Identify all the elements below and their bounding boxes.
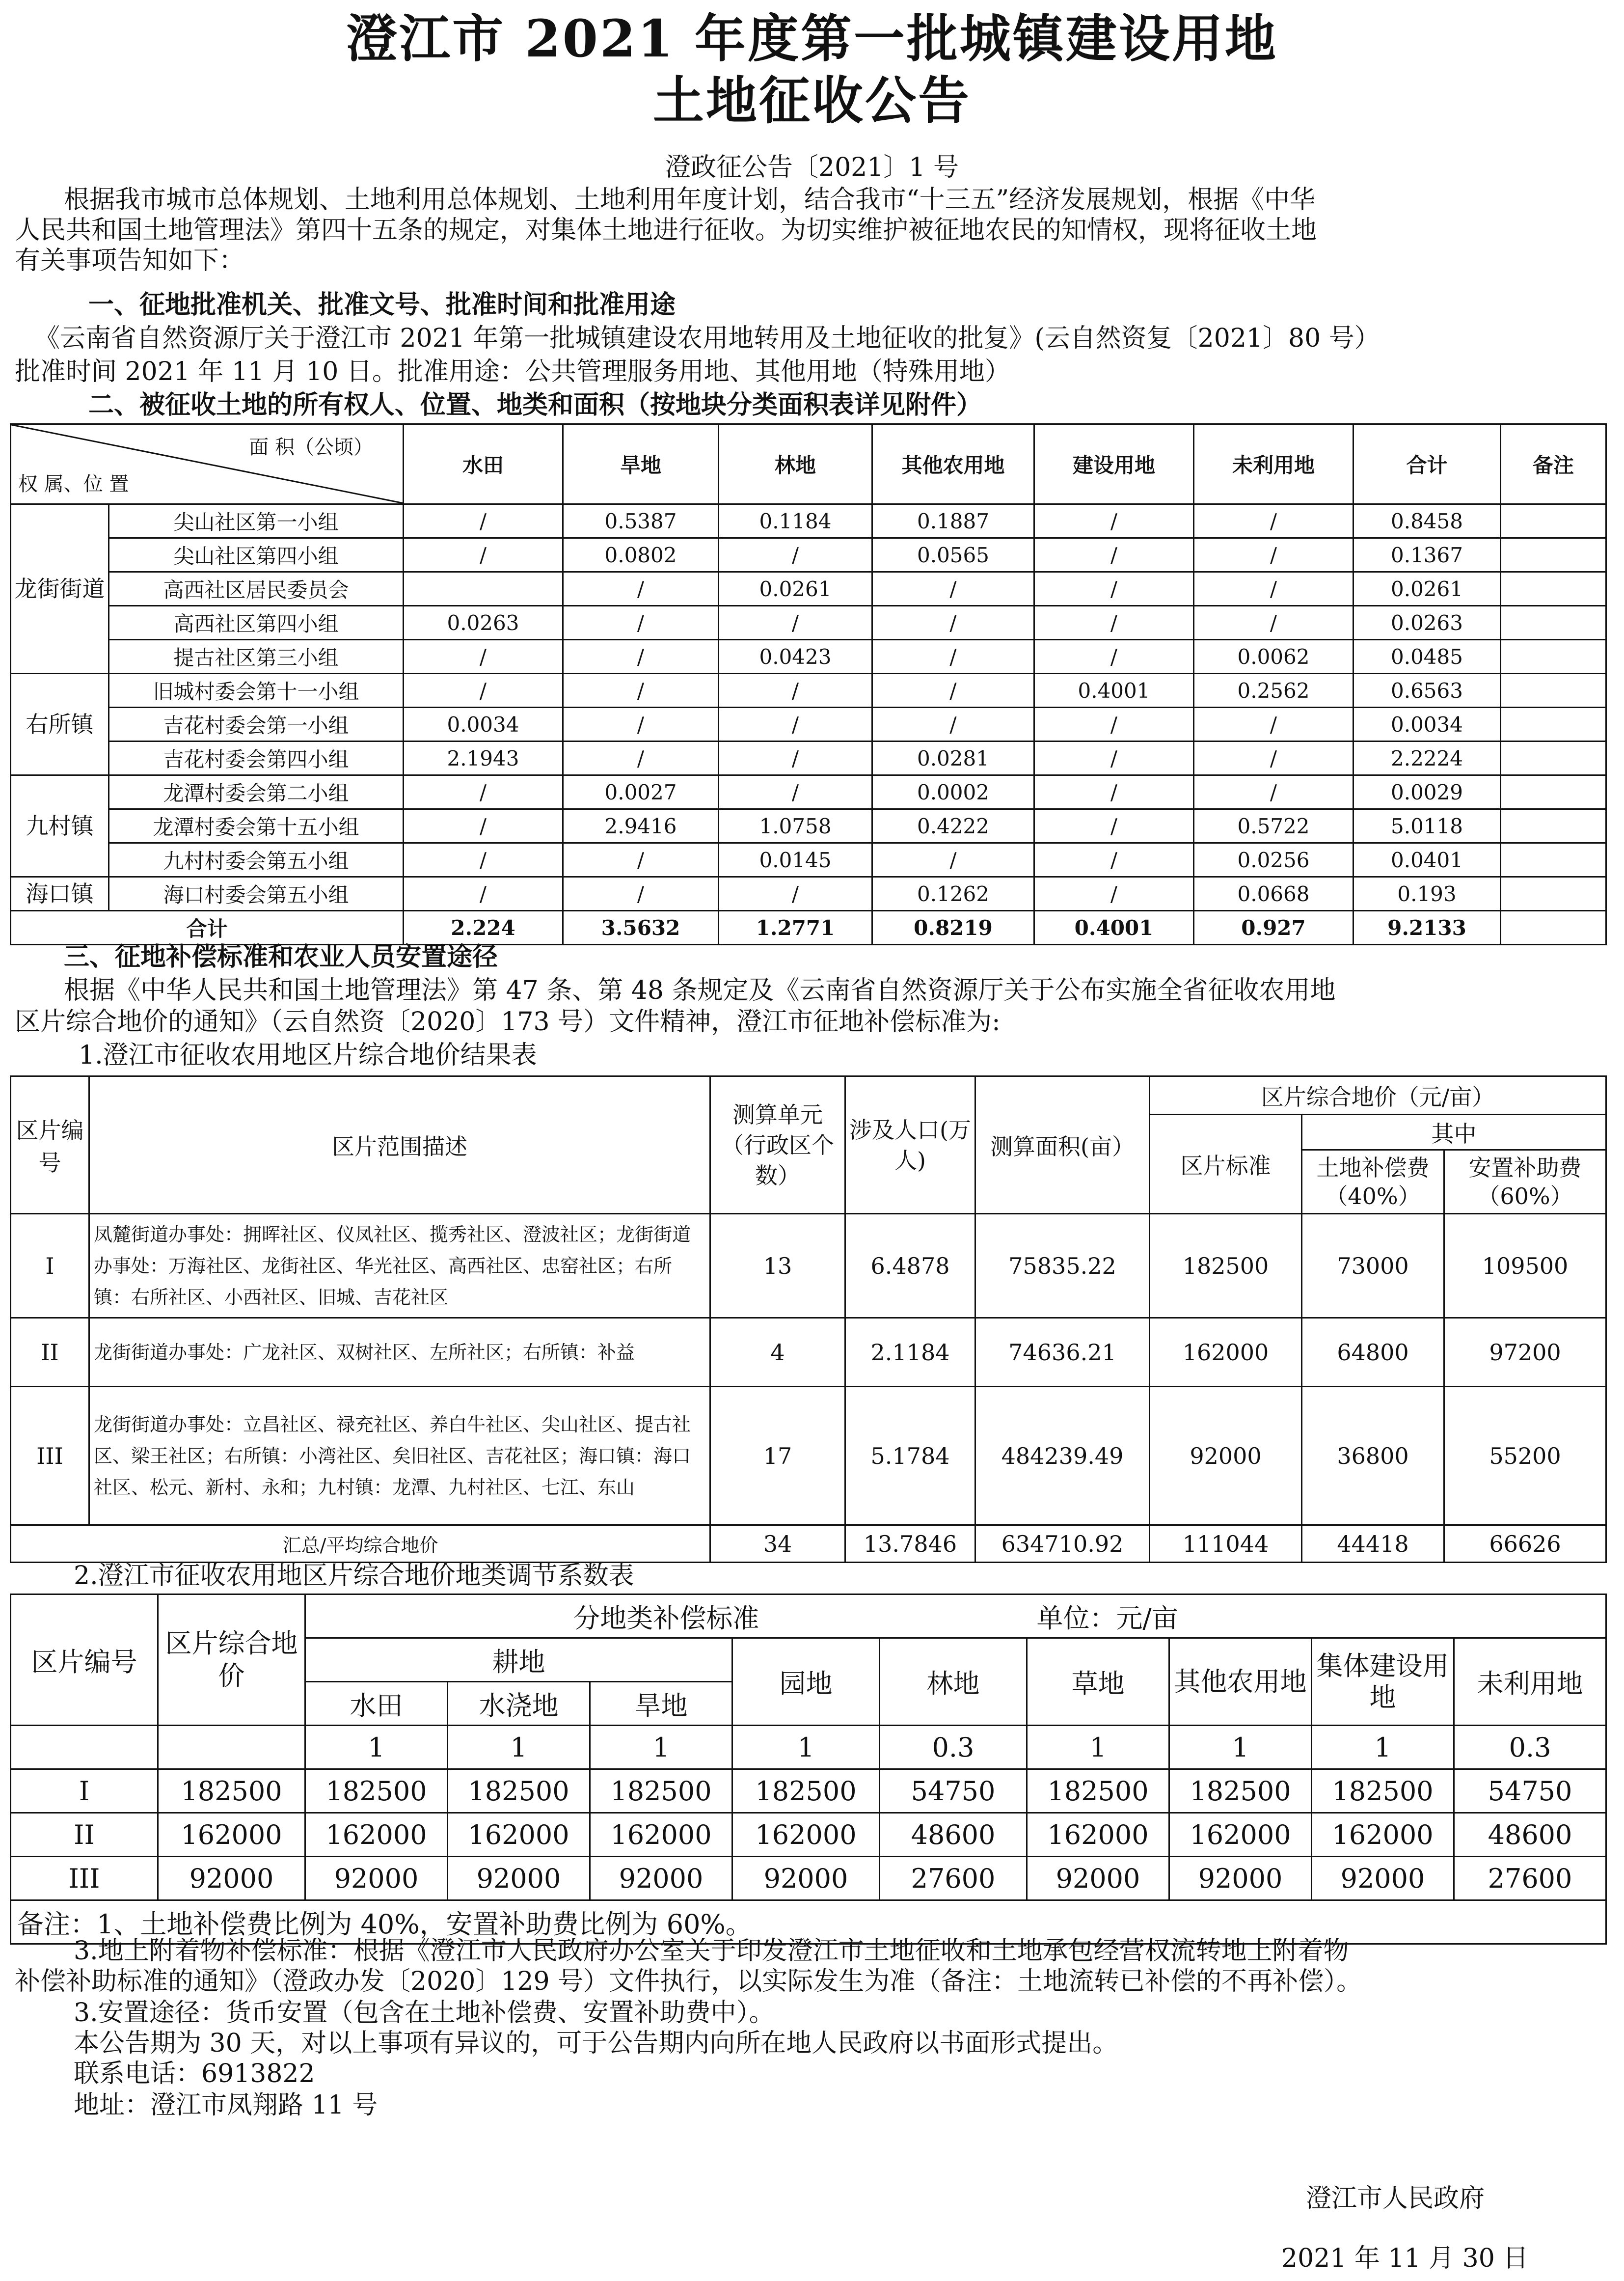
price-cell: 48600 (1454, 1813, 1606, 1857)
price-cell: 92000 (1169, 1857, 1312, 1900)
summary-std: 111044 (1150, 1525, 1302, 1563)
h-zone: 区片编号 (11, 1076, 89, 1214)
blank-cell (11, 1726, 158, 1769)
area-cell: 0.5387 (563, 504, 719, 538)
parcel-row (11, 775, 1606, 809)
price-cell: 182500 (590, 1769, 732, 1813)
township-cell: 海口镇 (11, 877, 109, 911)
area-cell: / (719, 606, 872, 640)
area-cell (1501, 674, 1606, 708)
coef-cell: 1 (732, 1726, 880, 1769)
area-cell: 0.0263 (1353, 606, 1501, 640)
area-cell: 0.0034 (404, 708, 563, 742)
h-unit: 单位：元/亩 (1027, 1594, 1606, 1638)
parcel-row (11, 640, 1606, 674)
col-header: 其他农用地 (872, 424, 1034, 504)
type-header: 园地 (732, 1638, 880, 1726)
area-cell: 0.0281 (872, 742, 1034, 775)
type-header: 水浇地 (448, 1682, 590, 1726)
table2-caption: 2.澄江市征收农用地区片综合地价地类调节系数表 (74, 1561, 634, 1591)
price-cell: 182500 (1312, 1769, 1454, 1813)
area-cell: / (1034, 877, 1194, 911)
area-cell: 0.193 (1353, 877, 1501, 911)
zone-land: 36800 (1302, 1387, 1444, 1525)
price-cell: 162000 (448, 1813, 590, 1857)
area-cell: / (1034, 809, 1194, 843)
area-cell: / (1034, 708, 1194, 742)
area-cell: / (404, 877, 563, 911)
summary-area: 634710.92 (975, 1525, 1150, 1563)
zone-units: 17 (710, 1387, 845, 1525)
place-cell: 提古社区第三小组 (109, 640, 404, 674)
area-cell: 0.4001 (1034, 674, 1194, 708)
area-cell (1501, 843, 1606, 877)
place-cell: 吉花村委会第一小组 (109, 708, 404, 742)
area-cell: 5.0118 (1353, 809, 1501, 843)
price-cell: 182500 (1169, 1769, 1312, 1813)
area-cell: 0.0027 (563, 775, 719, 809)
area-cell: / (563, 572, 719, 606)
area-cell (1501, 708, 1606, 742)
corner-top-label: 面 积（公顷） (249, 436, 373, 459)
col-header: 备注 (1501, 424, 1606, 504)
area-cell: 0.0261 (1353, 572, 1501, 606)
h-resettle: 安置补助费（60%） (1444, 1150, 1606, 1214)
area-cell: / (1034, 538, 1194, 572)
area-cell: / (404, 775, 563, 809)
price-cell: 182500 (448, 1769, 590, 1813)
parcel-row (11, 538, 1606, 572)
area-cell: / (719, 877, 872, 911)
document-number: 澄政征公告〔2021〕1 号 (665, 153, 959, 182)
zone-resettle: 97200 (1444, 1318, 1606, 1387)
area-cell (1501, 877, 1606, 911)
price-cell: 92000 (590, 1857, 732, 1900)
area-cell: 0.0485 (1353, 640, 1501, 674)
coefficient-row (11, 1857, 1606, 1900)
area-cell: / (1194, 708, 1353, 742)
area-cell (1501, 504, 1606, 538)
type-header: 旱地 (590, 1682, 732, 1726)
price-cell: 182500 (732, 1769, 880, 1813)
total-label: 合计 (11, 911, 404, 945)
area-cell: / (404, 809, 563, 843)
price-cell: 182500 (158, 1769, 305, 1813)
total-cell: 0.4001 (1034, 911, 1194, 945)
area-cell: / (1034, 504, 1194, 538)
area-cell: / (872, 708, 1034, 742)
coefficient-row (11, 1769, 1606, 1813)
resettlement-line: 3.安置途径：货币安置（包含在土地补偿费、安置补助费中）。 (74, 1998, 775, 2028)
area-cell (1501, 640, 1606, 674)
h-zone-price: 区片综合地价 (158, 1594, 305, 1726)
place-cell: 龙潭村委会第二小组 (109, 775, 404, 809)
area-cell: / (1194, 606, 1353, 640)
signature-org: 澄江市人民政府 (1306, 2184, 1485, 2213)
area-cell: / (1034, 742, 1194, 775)
parcel-row (11, 708, 1606, 742)
area-cell: 0.1184 (719, 504, 872, 538)
area-cell: 0.6563 (1353, 674, 1501, 708)
area-cell: 0.0034 (1353, 708, 1501, 742)
zone-desc: 龙街街道办事处：广龙社区、双树社区、左所社区；右所镇：补益 (89, 1318, 710, 1387)
place-cell: 九村村委会第五小组 (109, 843, 404, 877)
zone-std: 162000 (1150, 1318, 1302, 1387)
price-cell: 27600 (880, 1857, 1027, 1900)
h-zone: 区片编号 (11, 1594, 158, 1726)
price-cell: 92000 (448, 1857, 590, 1900)
price-cell: 182500 (1027, 1769, 1169, 1813)
h-price: 区片综合地价（元/亩） (1150, 1076, 1606, 1115)
area-cell: / (563, 742, 719, 775)
area-cell: 2.2224 (1353, 742, 1501, 775)
price-cell: 162000 (1027, 1813, 1169, 1857)
area-cell: 0.0668 (1194, 877, 1353, 911)
area-cell (1501, 775, 1606, 809)
table1-caption: 1.澄江市征收农用地区片综合地价结果表 (79, 1041, 537, 1070)
zone-pop: 6.4878 (845, 1214, 975, 1318)
h-area: 测算面积(亩） (975, 1076, 1150, 1214)
zone-land: 64800 (1302, 1318, 1444, 1387)
section3-heading: 三、征地补偿标准和农业人员安置途径 (64, 942, 498, 972)
area-cell: / (872, 606, 1034, 640)
parcel-row (11, 606, 1606, 640)
area-cell (1501, 572, 1606, 606)
area-cell: / (719, 674, 872, 708)
area-cell: / (719, 538, 872, 572)
h-pop: 涉及人口(万人) (845, 1076, 975, 1214)
intro-line-1: 根据我市城市总体规划、土地利用总体规划、土地利用年度计划，结合我市“十三五”经济发展规划，根据《中华 (64, 185, 1316, 215)
zone-area: 74636.21 (975, 1318, 1150, 1387)
price-cell: 162000 (1169, 1813, 1312, 1857)
price-cell: 162000 (590, 1813, 732, 1857)
price-cell: 162000 (1312, 1813, 1454, 1857)
township-cell: 右所镇 (11, 674, 109, 775)
area-cell: / (404, 843, 563, 877)
area-cell: / (1194, 538, 1353, 572)
h-standard: 分地类补偿标准 (305, 1594, 1027, 1638)
area-cell: / (1034, 640, 1194, 674)
col-header: 建设用地 (1034, 424, 1194, 504)
section2-heading: 二、被征收土地的所有权人、位置、地类和面积（按地块分类面积表详见附件） (88, 390, 982, 420)
area-cell: / (1034, 572, 1194, 606)
place-cell: 吉花村委会第四小组 (109, 742, 404, 775)
area-cell: 0.1887 (872, 504, 1034, 538)
coef-cell: 0.3 (880, 1726, 1027, 1769)
coef-cell: 1 (1312, 1726, 1454, 1769)
area-cell: / (872, 572, 1034, 606)
coefficient-row (11, 1813, 1606, 1857)
parcel-row (11, 877, 1606, 911)
summary-units: 34 (710, 1525, 845, 1563)
h-arable: 耕地 (305, 1638, 732, 1682)
place-cell: 龙潭村委会第十五小组 (109, 809, 404, 843)
parcel-row (11, 843, 1606, 877)
place-cell: 尖山社区第一小组 (109, 504, 404, 538)
total-cell: 0.8219 (872, 911, 1034, 945)
area-cell: 2.9416 (563, 809, 719, 843)
area-cell: / (404, 674, 563, 708)
price-cell: 162000 (732, 1813, 880, 1857)
coef-cell: 1 (448, 1726, 590, 1769)
area-cell: / (563, 877, 719, 911)
area-cell: 0.1262 (872, 877, 1034, 911)
area-cell (1501, 538, 1606, 572)
section3-line-2: 区片综合地价的通知》（云自然资〔2020〕173 号）文件精神，澄江市征地补偿标准为: (15, 1007, 1001, 1037)
zone-units: 4 (710, 1318, 845, 1387)
h-unit: 测算单元（行政区个数） (710, 1076, 845, 1214)
area-cell: 0.0802 (563, 538, 719, 572)
area-cell: / (872, 640, 1034, 674)
type-header: 集体建设用地 (1312, 1638, 1454, 1726)
zone-std: 92000 (1150, 1387, 1302, 1525)
area-cell: 0.0261 (719, 572, 872, 606)
summary-label: 汇总/平均综合地价 (11, 1525, 710, 1563)
price-cell: 162000 (305, 1813, 448, 1857)
price-cell: 92000 (1312, 1857, 1454, 1900)
total-cell: 3.5632 (563, 911, 719, 945)
area-cell (1501, 742, 1606, 775)
area-cell: / (404, 504, 563, 538)
total-cell: 9.2133 (1353, 911, 1501, 945)
area-cell: 0.0565 (872, 538, 1034, 572)
h-std: 区片标准 (1150, 1115, 1302, 1214)
phone-line: 联系电话：6913822 (74, 2059, 315, 2089)
area-cell: / (872, 674, 1034, 708)
area-cell: / (719, 708, 872, 742)
total-cell: 1.2771 (719, 911, 872, 945)
zone-id: II (11, 1318, 89, 1387)
area-cell (404, 572, 563, 606)
parcel-row (11, 572, 1606, 606)
zone-id: II (11, 1813, 158, 1857)
corner-bottom-label: 权 属、位 置 (18, 473, 129, 495)
area-cell: 0.0263 (404, 606, 563, 640)
zone-std: 182500 (1150, 1214, 1302, 1318)
area-cell: 0.5722 (1194, 809, 1353, 843)
zone-price-table (10, 1075, 1607, 1563)
summary-resettle: 66626 (1444, 1525, 1606, 1563)
section1-line-2: 批准时间 2021 年 11 月 10 日。批准用途：公共管理服务用地、其他用地（特殊用地） (15, 357, 1010, 386)
place-cell: 高西社区第四小组 (109, 606, 404, 640)
area-cell: 0.0256 (1194, 843, 1353, 877)
h-among: 其中 (1302, 1115, 1606, 1150)
attachments-line-1: 3.地上附着物补偿标准：根据《澄江市人民政府办公室关于印发澄江市土地征收和土地承包经营权流转地上附着物 (74, 1936, 1349, 1966)
area-cell: 1.0758 (719, 809, 872, 843)
area-cell: / (404, 538, 563, 572)
place-cell: 海口村委会第五小组 (109, 877, 404, 911)
total-cell: 0.927 (1194, 911, 1353, 945)
coef-cell: 1 (1169, 1726, 1312, 1769)
area-cell: / (1194, 504, 1353, 538)
type-header: 其他农用地 (1169, 1638, 1312, 1726)
parcel-row (11, 742, 1606, 775)
zone-units: 13 (710, 1214, 845, 1318)
area-cell: / (1194, 775, 1353, 809)
intro-line-3: 有关事项告知如下： (15, 246, 245, 275)
coef-cell: 0.3 (1454, 1726, 1606, 1769)
h-desc: 区片范围描述 (89, 1076, 710, 1214)
area-cell: / (872, 843, 1034, 877)
area-cell: / (719, 742, 872, 775)
price-cell: 92000 (305, 1857, 448, 1900)
type-header: 未利用地 (1454, 1638, 1606, 1726)
area-cell: 0.8458 (1353, 504, 1501, 538)
zone-id: III (11, 1387, 89, 1525)
attachments-line-2: 补偿补助标准的通知》（澄政办发〔2020〕129 号）文件执行，以实际发生为准（备注：土地流转已补偿的不再补偿）。 (15, 1967, 1362, 1996)
table2-note: 备注：1、土地补偿费比例为 40%，安置补助费比例为 60%。 (11, 1900, 1606, 1944)
area-cell: / (563, 674, 719, 708)
area-cell: / (404, 640, 563, 674)
summary-land: 44418 (1302, 1525, 1444, 1563)
zone-desc: 凤麓街道办事处：拥晖社区、仪凤社区、揽秀社区、澄波社区；龙街街道办事处：万海社区、龙街社区、华光社区、高西社区、忠窑社区；右所镇：右所社区、小西社区、旧城、吉花社区 (89, 1214, 710, 1318)
area-cell: 0.0423 (719, 640, 872, 674)
place-cell: 旧城村委会第十一小组 (109, 674, 404, 708)
land-area-table (10, 423, 1607, 945)
area-cell: / (1034, 606, 1194, 640)
parcel-row (11, 809, 1606, 843)
zone-pop: 5.1784 (845, 1387, 975, 1525)
zone-pop: 2.1184 (845, 1318, 975, 1387)
blank-cell (158, 1726, 305, 1769)
area-cell: 0.0401 (1353, 843, 1501, 877)
col-header: 旱地 (563, 424, 719, 504)
area-cell: 0.1367 (1353, 538, 1501, 572)
summary-pop: 13.7846 (845, 1525, 975, 1563)
type-header: 林地 (880, 1638, 1027, 1726)
col-header: 未利用地 (1194, 424, 1353, 504)
area-cell: / (1194, 572, 1353, 606)
area-cell: / (1034, 775, 1194, 809)
coef-cell: 1 (305, 1726, 448, 1769)
intro-line-2: 人民共和国土地管理法》第四十五条的规定，对集体土地进行征收。为切实维护被征地农民的知情权，现将征收土地 (15, 216, 1317, 245)
price-cell: 27600 (1454, 1857, 1606, 1900)
price-cell: 92000 (732, 1857, 880, 1900)
notice-line: 本公告期为 30 天，对以上事项有异议的，可于公告期内向所在地人民政府以书面形式提出。 (74, 2029, 1118, 2058)
area-cell: 0.0029 (1353, 775, 1501, 809)
area-cell: 0.0062 (1194, 640, 1353, 674)
coef-cell: 1 (590, 1726, 732, 1769)
price-cell: 92000 (1027, 1857, 1169, 1900)
area-cell: 2.1943 (404, 742, 563, 775)
section3-line-1: 根据《中华人民共和国土地管理法》第 47 条、第 48 条规定及《云南省自然资源厅关于公布实施全省征收农用地 (64, 976, 1336, 1005)
price-cell: 92000 (158, 1857, 305, 1900)
title-line-1: 澄江市 2021 年度第一批城镇建设用地 (346, 8, 1278, 69)
zone-id: I (11, 1214, 89, 1318)
zone-desc: 龙街街道办事处：立昌社区、禄充社区、养白牛社区、尖山社区、提古社区、梁王社区；右所镇：小湾社区、矣旧社区、吉花社区；海口镇：海口社区、松元、新村、永和；九村镇：龙潭、九村社区、七江、东山 (89, 1387, 710, 1525)
col-header: 水田 (404, 424, 563, 504)
township-cell: 九村镇 (11, 775, 109, 877)
price-cell: 182500 (305, 1769, 448, 1813)
zone-resettle: 109500 (1444, 1214, 1606, 1318)
area-cell: / (563, 606, 719, 640)
price-cell: 162000 (158, 1813, 305, 1857)
area-cell: / (563, 640, 719, 674)
price-cell: 54750 (880, 1769, 1027, 1813)
area-cell: / (563, 843, 719, 877)
zone-land: 73000 (1302, 1214, 1444, 1318)
col-header: 合计 (1353, 424, 1501, 504)
total-cell (1501, 911, 1606, 945)
section1-heading: 一、征地批准机关、批准文号、批准时间和批准用途 (88, 290, 676, 320)
price-cell: 54750 (1454, 1769, 1606, 1813)
area-cell: 0.2562 (1194, 674, 1353, 708)
title-line-2: 土地征收公告 (652, 70, 971, 131)
address-line: 地址：澄江市凤翔路 11 号 (74, 2090, 378, 2120)
type-header: 草地 (1027, 1638, 1169, 1726)
signature-date: 2021 年 11 月 30 日 (1281, 2244, 1529, 2273)
table-corner-cell (11, 424, 404, 504)
place-cell: 高西社区居民委员会 (109, 572, 404, 606)
zone-area: 484239.49 (975, 1387, 1150, 1525)
coef-cell: 1 (1027, 1726, 1169, 1769)
area-cell: / (719, 775, 872, 809)
zone-area: 75835.22 (975, 1214, 1150, 1318)
area-cell: / (1034, 843, 1194, 877)
area-cell: 0.0145 (719, 843, 872, 877)
section1-line-1: 《云南省自然资源厅关于澄江市 2021 年第一批城镇建设农用地转用及土地征收的批复》(云自然资复〔2021〕80 号） (34, 324, 1380, 353)
area-cell (1501, 809, 1606, 843)
area-cell: / (1194, 742, 1353, 775)
coefficient-table (10, 1594, 1607, 1945)
zone-id: I (11, 1769, 158, 1813)
area-cell: 0.0002 (872, 775, 1034, 809)
type-header: 水田 (305, 1682, 448, 1726)
total-cell: 2.224 (404, 911, 563, 945)
price-cell: 48600 (880, 1813, 1027, 1857)
parcel-row (11, 504, 1606, 538)
h-land: 土地补偿费（40%） (1302, 1150, 1444, 1214)
place-cell: 尖山社区第四小组 (109, 538, 404, 572)
area-cell: / (563, 708, 719, 742)
zone-id: III (11, 1857, 158, 1900)
parcel-row (11, 674, 1606, 708)
township-cell: 龙街街道 (11, 504, 109, 674)
zone-resettle: 55200 (1444, 1387, 1606, 1525)
col-header: 林地 (719, 424, 872, 504)
area-cell (1501, 606, 1606, 640)
area-cell: 0.4222 (872, 809, 1034, 843)
